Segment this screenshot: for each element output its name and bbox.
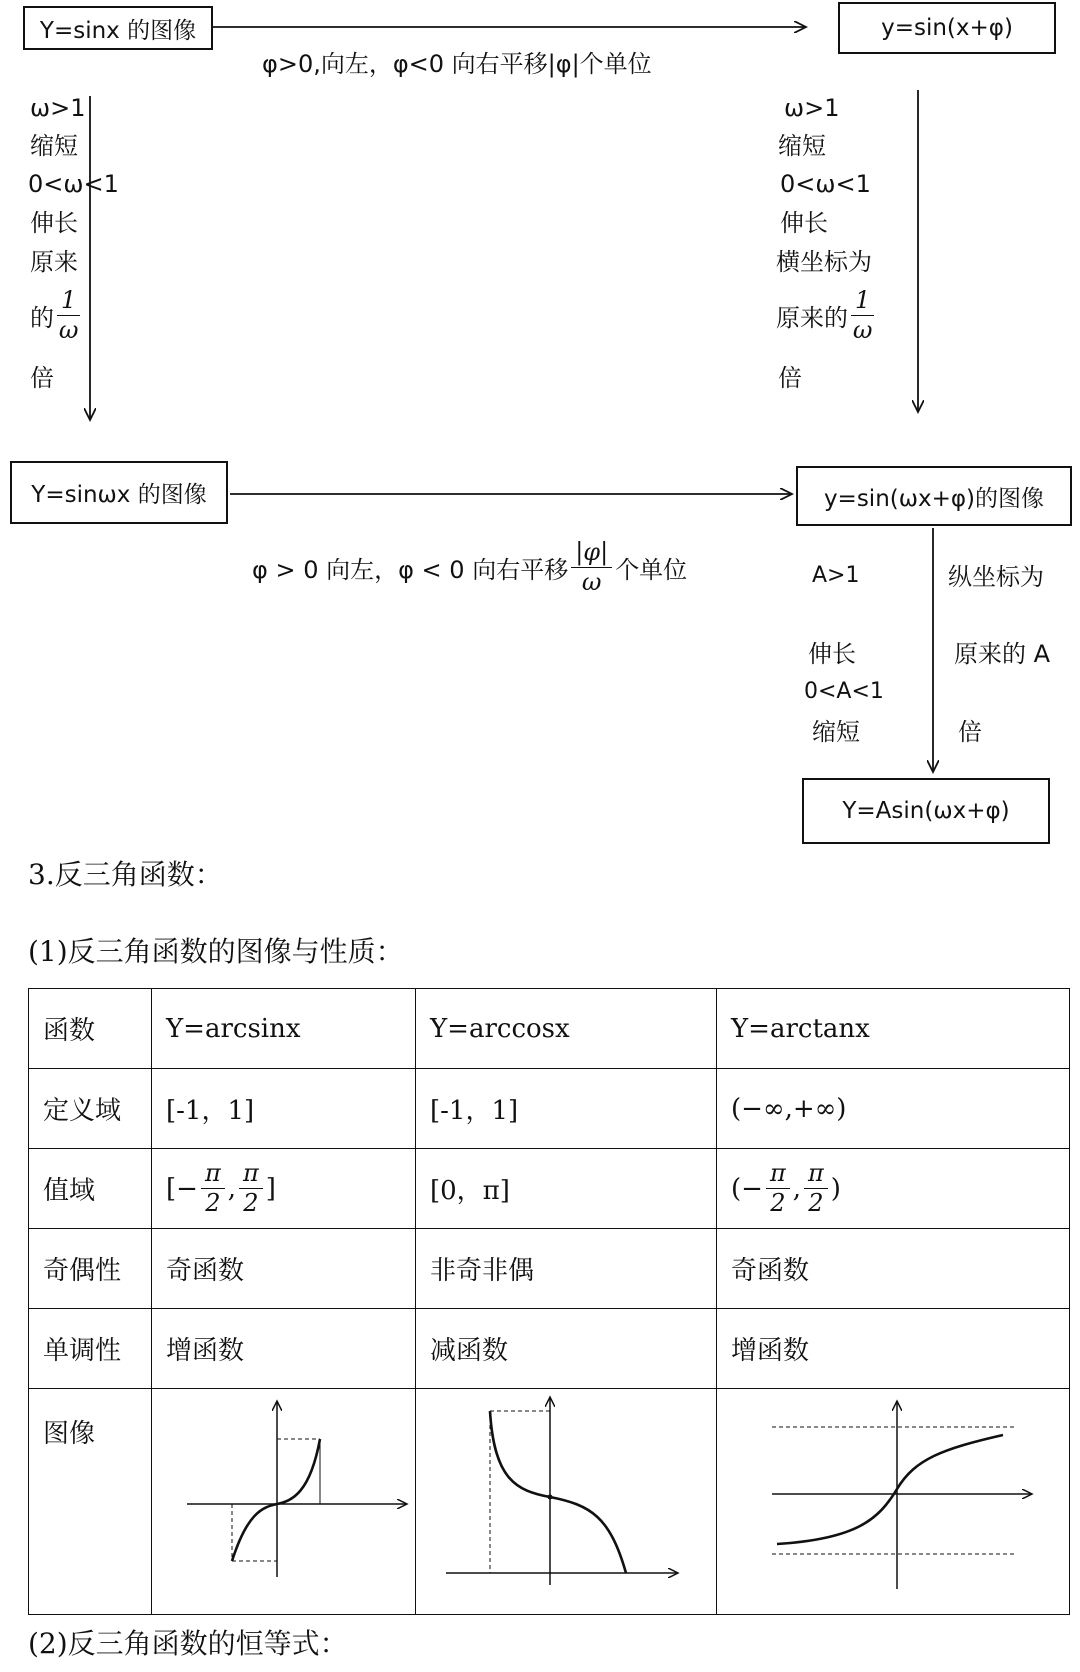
- left-col-fraction-row: [30, 288, 83, 343]
- shift-bottom-part1: φ > 0 向左，φ < 0 向右平移: [252, 556, 569, 585]
- range-arctan-frac-2: [804, 1158, 828, 1217]
- right-col-fraction: [851, 288, 874, 343]
- amp-right-line-2: 原来的 A: [954, 640, 1051, 668]
- cell-header-arccos: Y=arccosx: [416, 989, 717, 1069]
- range-arcsin-frac-2: [239, 1158, 263, 1217]
- right-col-line-6: 原来的: [776, 304, 848, 333]
- amp-right-line-3: 倍: [958, 718, 982, 746]
- cell-header-label: 函数: [29, 989, 152, 1069]
- range-arctan-num-2: π: [804, 1161, 828, 1189]
- shift-top-label: φ>0,向左，φ<0 向右平移|φ|个单位: [262, 50, 652, 78]
- cell-parity-label: 奇偶性: [29, 1229, 152, 1309]
- cell-header-arctan: Y=arctanx: [717, 989, 1070, 1069]
- right-col-frac-den: ω: [852, 316, 873, 345]
- box-sin-wx: Y=sinωx 的图像: [10, 461, 228, 524]
- right-col-fraction-row: [776, 288, 877, 343]
- arccos-curve: [490, 1411, 626, 1573]
- cell-graph-arccos: [416, 1389, 717, 1615]
- right-col-line-1: ω>1: [784, 94, 840, 122]
- range-arctan-den-1: 2: [770, 1189, 786, 1217]
- left-col-line-2: 缩短: [30, 132, 78, 160]
- range-arctan-num-1: π: [766, 1161, 790, 1189]
- shift-bottom-frac-den: ω: [581, 568, 602, 597]
- cell-parity-arcsin: 奇函数: [152, 1229, 416, 1309]
- left-col-fraction: [57, 288, 80, 343]
- cell-mono-arcsin: 增函数: [152, 1309, 416, 1389]
- right-col-frac-num: 1: [851, 288, 874, 316]
- cell-graph-arctan: [717, 1389, 1070, 1615]
- range-arcsin-sep: ,: [227, 1173, 236, 1204]
- arccos-center-point: [548, 1495, 553, 1500]
- left-col-line-6: 的: [30, 304, 54, 333]
- cell-graph-label: 图像: [29, 1389, 152, 1615]
- box-sin-x-phi: y=sin(x+φ): [838, 2, 1056, 54]
- left-col-line-1: ω>1: [30, 94, 86, 122]
- right-col-line-5: 横坐标为: [776, 248, 872, 276]
- box-sinx: Y=sinx 的图像: [23, 6, 213, 50]
- table-row-graph: [29, 1389, 1070, 1615]
- arcsin-curve: [232, 1439, 320, 1561]
- table-row-monotonicity: [29, 1309, 1070, 1389]
- subsection-1-title: (1)反三角函数的图像与性质：: [28, 935, 404, 968]
- arcsin-graph: [152, 1389, 415, 1607]
- left-col-line-7: 倍: [30, 364, 54, 392]
- cell-range-label: 值域: [29, 1149, 152, 1229]
- range-arcsin-frac-1: [201, 1158, 225, 1217]
- amp-left-line-2: 伸长: [808, 640, 856, 668]
- cell-parity-arccos: 非奇非偶: [416, 1229, 717, 1309]
- table-row-parity: [29, 1229, 1070, 1309]
- cell-domain-arcsin: [-1，1]: [152, 1069, 416, 1149]
- left-col-frac-den: ω: [58, 316, 79, 345]
- shift-bottom-part2: 个单位: [615, 556, 688, 585]
- cell-range-arccos: [0，π]: [416, 1149, 717, 1229]
- right-col-line-4: 伸长: [780, 209, 828, 237]
- cell-domain-arccos: [-1，1]: [416, 1069, 717, 1149]
- amp-left-line-3: 0<A<1: [804, 679, 884, 704]
- arctan-graph: [717, 1389, 1069, 1607]
- left-col-frac-num: 1: [57, 288, 80, 316]
- table-row-range: [29, 1149, 1070, 1229]
- range-arcsin-den-1: 2: [205, 1189, 221, 1217]
- range-arctan-den-2: 2: [808, 1189, 824, 1217]
- box-asin: Y=Asin(ωx+φ): [802, 778, 1050, 844]
- cell-mono-arccos: 减函数: [416, 1309, 717, 1389]
- cell-domain-label: 定义域: [29, 1069, 152, 1149]
- range-arcsin-den-2: 2: [243, 1189, 259, 1217]
- range-arcsin-close: ]: [265, 1173, 276, 1204]
- table-row-header: [29, 989, 1070, 1069]
- subsection-2-title: (2)反三角函数的恒等式：: [28, 1627, 348, 1660]
- range-arctan-frac-1: [766, 1158, 790, 1217]
- range-arcsin-num-1: π: [201, 1161, 225, 1189]
- range-arcsin-open: [−: [166, 1173, 198, 1204]
- range-arcsin-num-2: π: [239, 1161, 263, 1189]
- right-col-line-2: 缩短: [778, 132, 826, 160]
- amp-left-line-1: A>1: [812, 563, 860, 588]
- arccos-graph: [416, 1389, 716, 1607]
- shift-bottom-frac-num: |φ|: [571, 540, 612, 568]
- cell-graph-arcsin: [152, 1389, 416, 1615]
- cell-header-arcsin: Y=arcsinx: [152, 989, 416, 1069]
- section-title: 3.反三角函数：: [28, 858, 223, 891]
- left-col-line-5: 原来: [30, 248, 78, 276]
- cell-mono-label: 单调性: [29, 1309, 152, 1389]
- range-arctan-close: ): [830, 1173, 841, 1204]
- cell-range-arcsin: [152, 1149, 416, 1229]
- shift-bottom-fraction: [571, 540, 612, 595]
- range-arctan-open: (−: [731, 1173, 763, 1204]
- box-sin-wx-phi: y=sin(ωx+φ)的图像: [796, 466, 1072, 526]
- left-col-line-4: 伸长: [30, 209, 78, 237]
- range-arctan-sep: ,: [792, 1173, 801, 1204]
- cell-range-arctan: [717, 1149, 1070, 1229]
- cell-parity-arctan: 奇函数: [717, 1229, 1070, 1309]
- right-col-line-7: 倍: [778, 364, 802, 392]
- right-col-line-3: 0<ω<1: [780, 170, 871, 198]
- amp-right-line-1: 纵坐标为: [948, 563, 1044, 591]
- shift-bottom-label: [252, 540, 687, 595]
- cell-domain-arctan: (−∞,+∞): [717, 1069, 1070, 1149]
- inverse-trig-table: [28, 988, 1070, 1615]
- arctan-curve: [777, 1435, 1003, 1544]
- cell-mono-arctan: 增函数: [717, 1309, 1070, 1389]
- amp-left-line-4: 缩短: [812, 718, 860, 746]
- table-row-domain: [29, 1069, 1070, 1149]
- left-col-line-3: 0<ω<1: [28, 170, 119, 198]
